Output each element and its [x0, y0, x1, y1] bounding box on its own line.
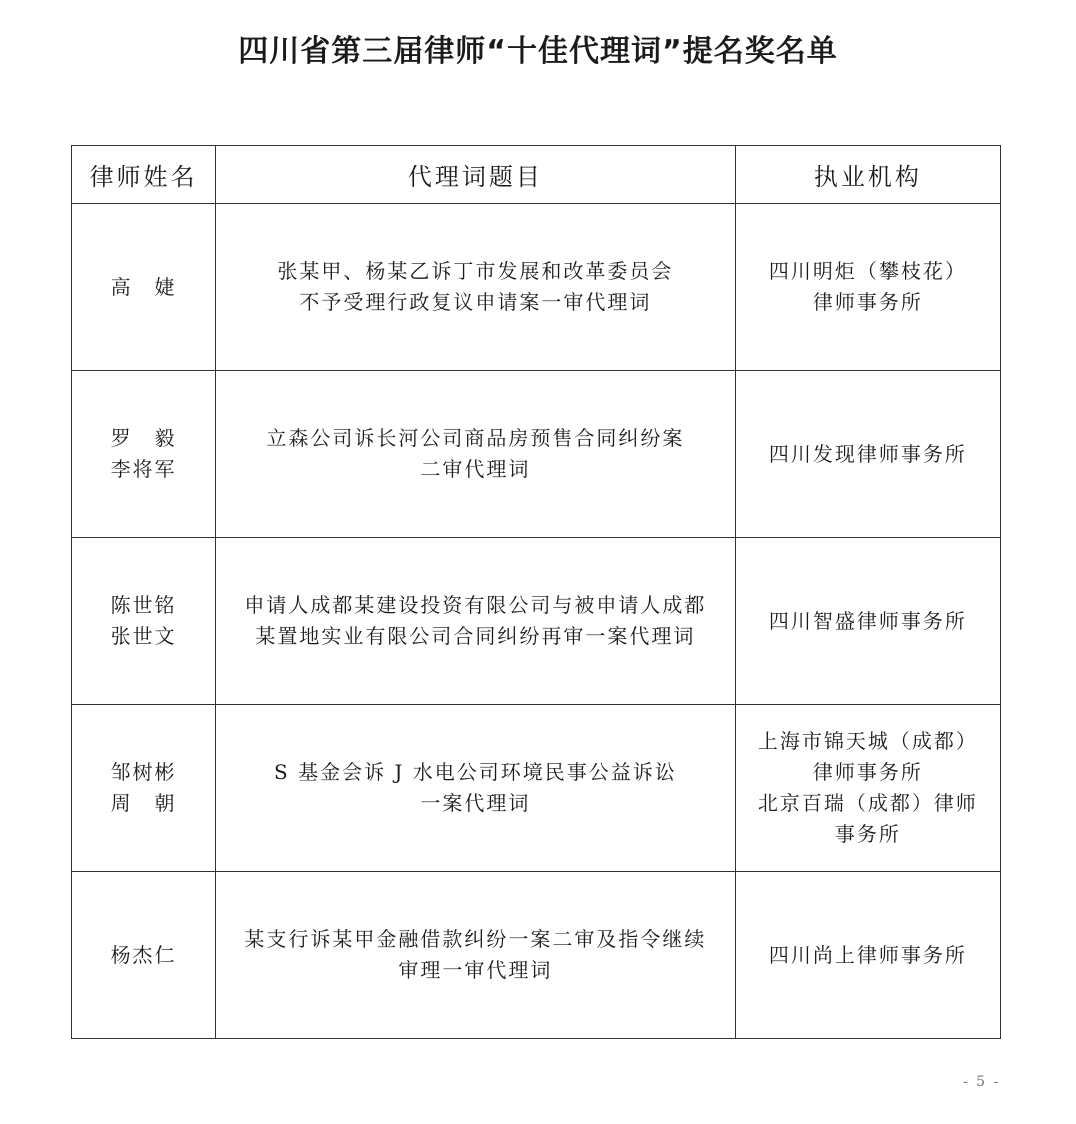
table-row: [72, 705, 1001, 872]
table-header-row: [72, 146, 1001, 204]
brief-title-cell: [216, 705, 736, 872]
brief-title-line: 不予受理行政复议申请案一审代理词: [299, 290, 652, 314]
brief-title-line: S 基金会诉 J 水电公司环境民事公益诉讼: [274, 760, 677, 784]
table-row: [72, 538, 1001, 705]
brief-title-line: 一案代理词: [420, 791, 531, 815]
header-lawyer-name: 律师姓名: [72, 146, 216, 204]
law-firm-line: 四川明炬（攀枝花）: [768, 259, 967, 283]
page-title: 四川省第三届律师“十佳代理词”提名奖名单: [238, 34, 838, 69]
lawyer-name-cell: [72, 872, 216, 1039]
lawyer-name-cell: [72, 538, 216, 705]
page-number: - 5 -: [963, 1074, 1001, 1090]
law-firm-line: 北京百瑞（成都）律师: [757, 791, 978, 815]
law-firm-cell: [735, 371, 1000, 538]
law-firm-line: 事务所: [834, 822, 901, 846]
law-firm-cell: [735, 872, 1000, 1039]
law-firm-line: 四川发现律师事务所: [768, 441, 967, 466]
law-firm-line: 律师事务所: [812, 290, 923, 314]
lawyer-name: 罗 毅: [110, 426, 177, 450]
brief-title-line: 某支行诉某甲金融借款纠纷一案二审及指令继续: [244, 927, 707, 951]
lawyer-name: 李将军: [110, 457, 177, 481]
brief-title-line: 申请人成都某建设投资有限公司与被申请人成都: [244, 593, 707, 617]
header-law-firm: 执业机构: [735, 146, 1000, 204]
law-firm-cell: [735, 538, 1000, 705]
law-firm-cell: [735, 204, 1000, 371]
lawyer-name: 周 朝: [110, 791, 177, 815]
lawyer-name: 邹树彬: [110, 760, 177, 784]
header-brief-title: 代理词题目: [216, 146, 736, 204]
law-firm-line: 四川智盛律师事务所: [768, 608, 967, 633]
law-firm-cell: [735, 705, 1000, 872]
lawyer-name: 杨杰仁: [110, 942, 177, 967]
law-firm-line: 上海市锦天城（成都）: [757, 729, 978, 753]
law-firm-line: 律师事务所: [812, 760, 923, 784]
law-firm-line: 四川尚上律师事务所: [768, 942, 967, 967]
brief-title-cell: [216, 538, 736, 705]
brief-title-line: 二审代理词: [420, 457, 531, 481]
lawyer-name: 陈世铭: [110, 593, 177, 617]
lawyer-name-cell: [72, 204, 216, 371]
lawyer-name-cell: [72, 371, 216, 538]
table-row: [72, 371, 1001, 538]
brief-title-line: 张某甲、杨某乙诉丁市发展和改革委员会: [277, 259, 674, 283]
table-row: [72, 204, 1001, 371]
brief-title-cell: [216, 204, 736, 371]
brief-title-cell: [216, 371, 736, 538]
lawyer-name: 高 婕: [110, 274, 177, 299]
lawyer-name: 张世文: [110, 624, 177, 648]
brief-title-cell: [216, 872, 736, 1039]
lawyer-name-cell: [72, 705, 216, 872]
brief-title-line: 某置地实业有限公司合同纠纷再审一案代理词: [255, 624, 696, 648]
table-row: [72, 872, 1001, 1039]
brief-title-line: 审理一审代理词: [398, 958, 553, 982]
brief-title-line: 立森公司诉长河公司商品房预售合同纠纷案: [266, 426, 685, 450]
nominee-table: [71, 145, 1001, 1039]
